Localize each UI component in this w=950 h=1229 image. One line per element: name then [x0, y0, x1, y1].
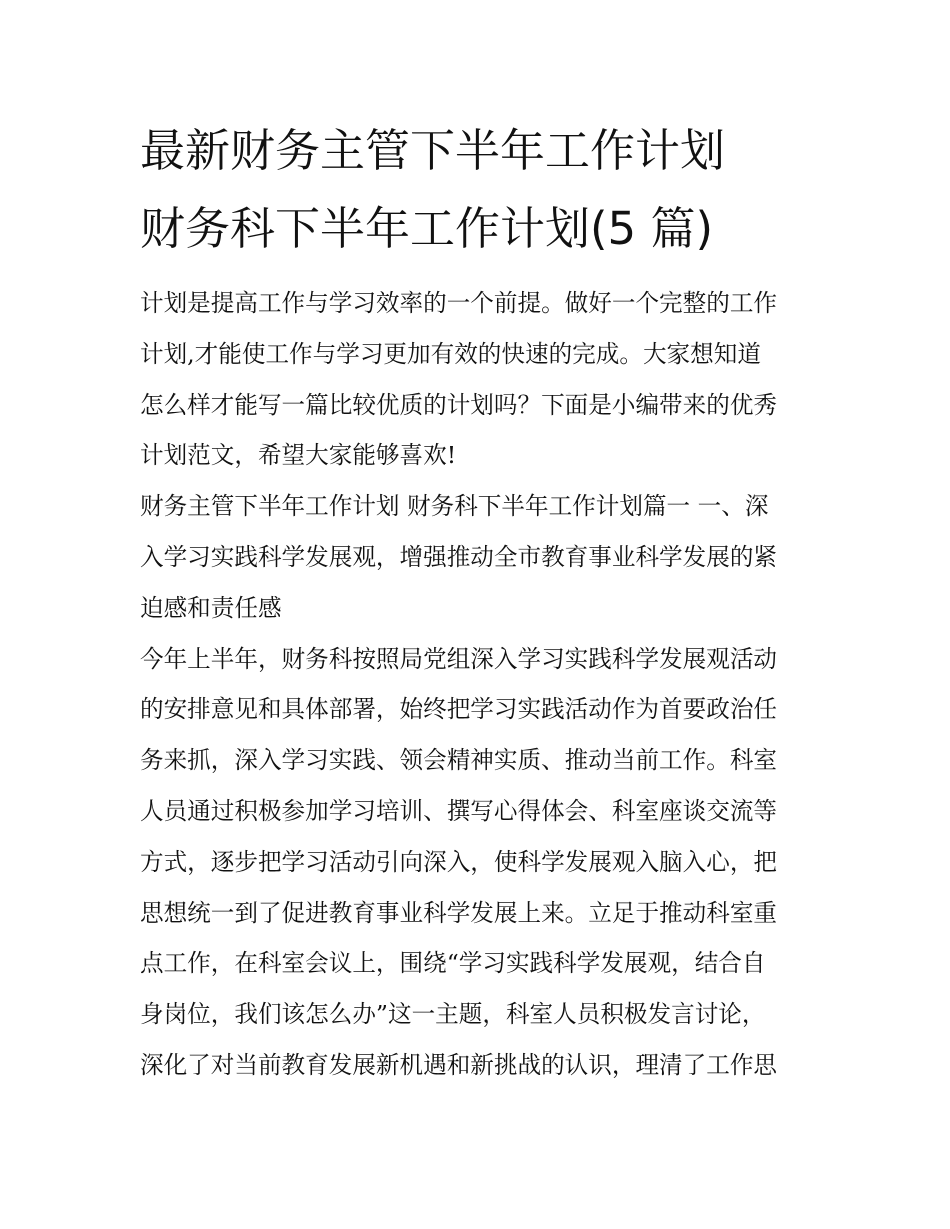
body-line: 深化了对当前教育发展新机遇和新挑战的认识，理清了工作思 — [140, 1050, 778, 1079]
body-line: 财务主管下半年工作计划 财务科下半年工作计划篇一 一、深 — [140, 492, 769, 521]
body-line: 计划,才能使工作与学习更加有效的快速的完成。大家想知道 — [140, 339, 761, 368]
body-line: 迫感和责任感 — [140, 593, 282, 622]
document-title — [140, 112, 820, 268]
body-line: 入学习实践科学发展观，增强推动全市教育事业科学发展的紧 — [140, 542, 778, 571]
title-line-1: 最新财务主管下半年工作计划 — [140, 124, 726, 177]
title-line-2: 财务科下半年工作计划(5 篇) — [140, 202, 714, 255]
body-line: 方式，逐步把学习活动引向深入，使科学发展观入脑入心，把 — [140, 847, 778, 876]
body-line: 思想统一到了促进教育事业科学发展上来。立足于推动科室重 — [140, 898, 778, 927]
body-line: 怎么样才能写一篇比较优质的计划吗？下面是小编带来的优秀 — [140, 390, 778, 419]
document-body — [140, 278, 820, 1091]
body-line: 的安排意见和具体部署，始终把学习实践活动作为首要政治任 — [140, 695, 778, 724]
body-line: 计划范文，希望大家能够喜欢! — [140, 441, 457, 470]
body-line: 计划是提高工作与学习效率的一个前提。做好一个完整的工作 — [140, 289, 778, 317]
body-line: 人员通过积极参加学习培训、撰写心得体会、科室座谈交流等 — [140, 796, 778, 825]
body-line: 点工作，在科室会议上，围绕“学习实践科学发展观，结合自 — [140, 949, 766, 978]
body-line: 身岗位，我们该怎么办”这一主题，科室人员积极发言讨论， — [140, 1000, 766, 1029]
body-line: 务来抓，深入学习实践、领会精神实质、推动当前工作。科室 — [140, 746, 778, 775]
body-line: 今年上半年，财务科按照局党组深入学习实践科学发展观活动 — [140, 644, 778, 673]
